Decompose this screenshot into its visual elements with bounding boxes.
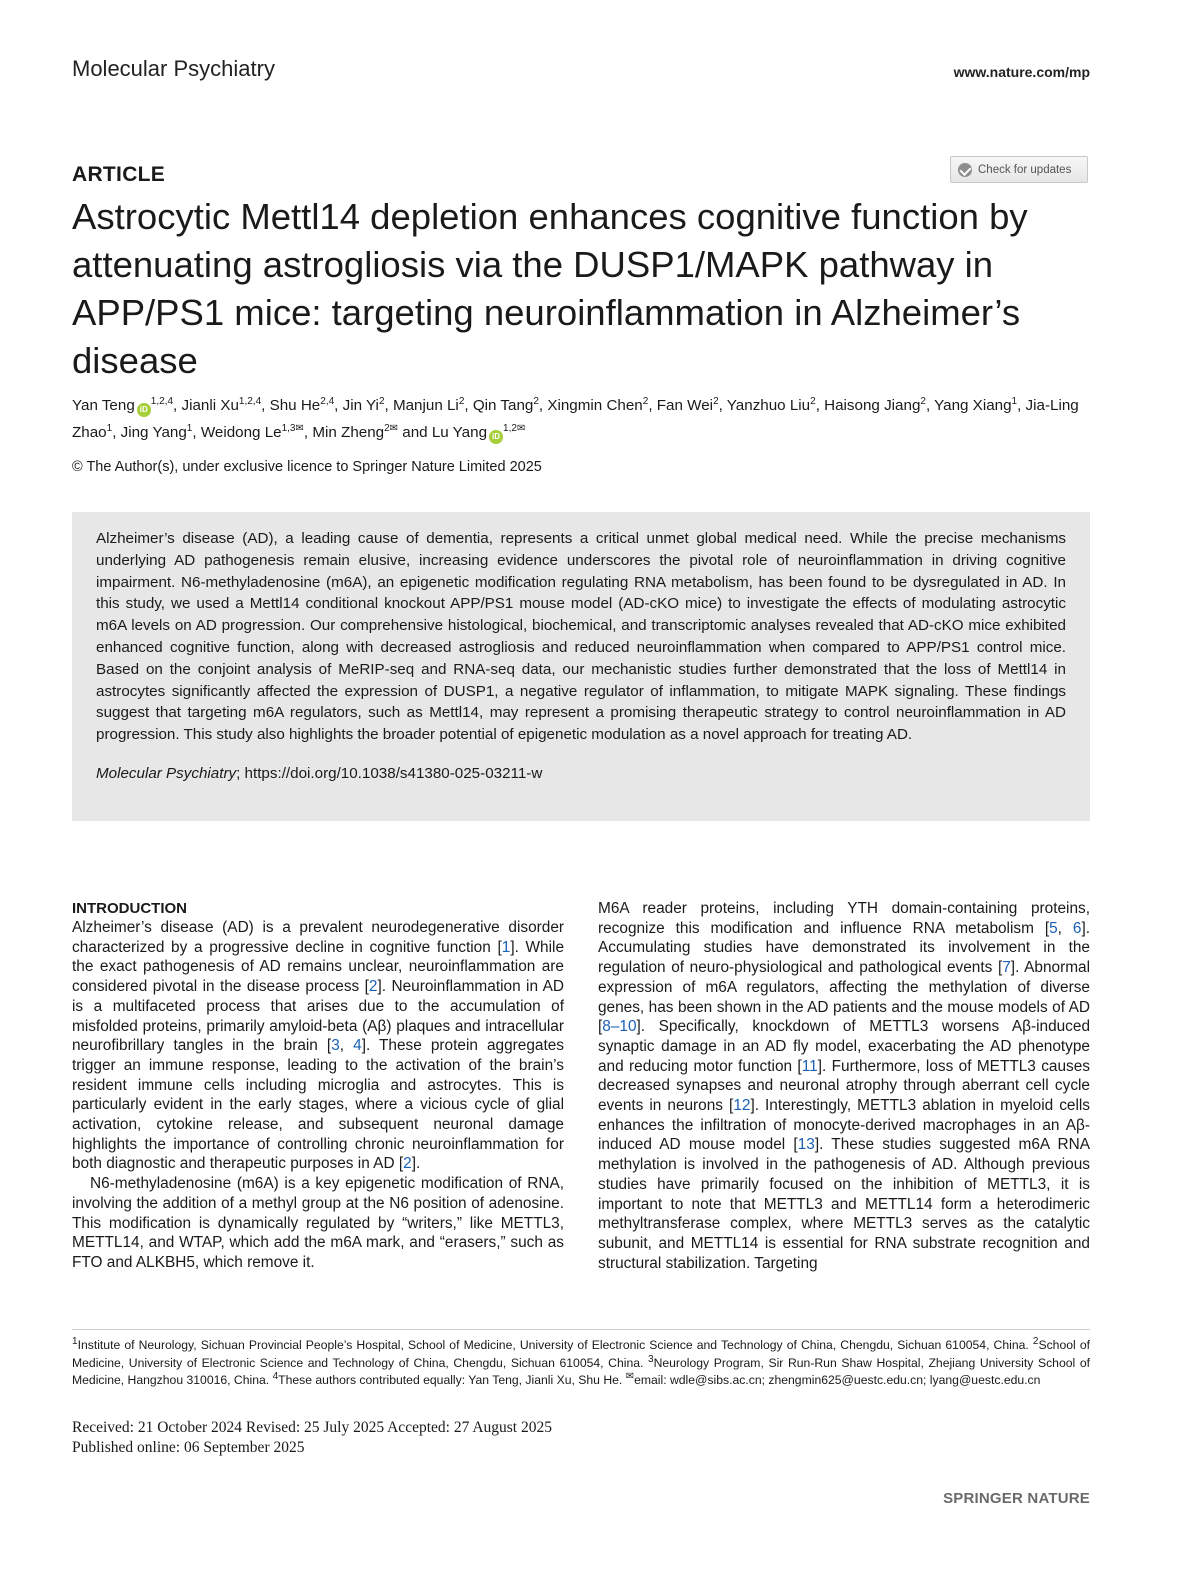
copyright-notice: © The Author(s), under exclusive licence to Springer Nature Limited 2025	[72, 459, 542, 475]
check-circle-icon	[958, 163, 972, 177]
author-name[interactable]: Fan Wei	[656, 397, 714, 414]
abstract-text: Alzheimer’s disease (AD), a leading cause of dementia, represents a critical unmet global medical need. While the precise mechanisms underlying AD pathogenesis remain elusive, increasing evidence underscores the pivotal role of neuroinflammation in driving cognitive impairment. N6-methyladenosine (m6A), an epigenetic modification regulating RNA metabolism, has been found to be dysregulated in AD. In this study, we used a Mettl14 conditional knockout APP/PS1 mouse model (AD-cKO mice) to investigate the effects of modulating astrocytic m6A levels on AD progression. Our comprehensive histological, biochemical, and transcriptomic analyses revealed that AD-cKO mice exhibited enhanced cognitive function, along with decreased astrogliosis and reduced neuroinflammation when compared to APP/PS1 control mice. Based on the conjoint analysis of MeRIP-seq and RNA-seq data, our mechanistic studies further demonstrated that the loss of Mettl14 in astrocytes significantly affected the expression of DUSP1, a negative regulator of inflammation, to mitigate MAPK signaling. These findings suggest that targeting m6A regulators, such as Mettl14, may represent a promising therapeutic strategy to control neuroinflammation in AD progression. This study also highlights the broader potential of epigenetic modulation as a novel approach for treating AD.	[96, 530, 1066, 744]
author-name[interactable]: Weidong Le	[200, 424, 282, 442]
reference-link[interactable]: 13	[797, 1136, 815, 1154]
citation-doi[interactable]: ; https://doi.org/10.1038/s41380-025-03211-w	[236, 764, 543, 782]
affiliation-sup: 4	[272, 1370, 279, 1382]
affiliation-sup: 2	[1032, 1335, 1039, 1347]
author-affiliation-sup: 2	[920, 395, 926, 407]
author-name[interactable]: Qin Tang	[472, 397, 534, 414]
author-affiliation-sup: 1	[186, 423, 193, 434]
author-name[interactable]: Xingmin Chen	[547, 397, 643, 414]
author[interactable]	[473, 397, 539, 414]
mail-icon[interactable]: ✉	[389, 423, 399, 434]
check-for-updates-label: Check for updates	[978, 163, 1072, 176]
article-type-label: ARTICLE	[72, 163, 166, 186]
author-name[interactable]: Jia-Ling Zhao	[72, 397, 1079, 442]
orcid-icon[interactable]: iD	[137, 403, 151, 417]
author-name[interactable]: Jin Yi	[342, 397, 379, 414]
reference-link[interactable]: 4	[353, 1037, 362, 1055]
intro-paragraph-3: M6A reader proteins, including YTH domain-containing proteins, recognize this modification and influence RNA metabolism [5, 6]. Accumulating studies have demonstrated its involvement in the regulation of neuro-physiological and pathological events [7]. Abnormal expression of m6A regulators, affecting the methylation of diverse genes, has been shown in the AD patients and the mouse models of AD [8–10]. Specifically, knockdown of METTL3 worsens Aβ-induced synaptic damage in an AD fly model, exacerbating the AD phenotype and reducing motor function [11]. Furthermore, loss of METTL3 causes decreased synapses and neuronal atrophy through aberrant cell cycle events in neurons [12]. Interestingly, METTL3 ablation in myeloid cells enhances the infiltration of monocyte-derived macrophages in an Aβ-induced AD mouse model [13]. These studies suggested m6A RNA methylation is involved in the pathogenesis of AD. Although previous studies have primarily focused on the inhibition of METTL3, it is important to note that METTL3 and METTL14 form a heterodimeric methyltransferase complex, where METTL3 serves as the catalytic subunit, and METTL14 is essential for RNA substrate recognition and structural stabilization. Targeting	[598, 900, 1091, 1272]
author-name[interactable]: Jianli Xu	[181, 397, 239, 414]
citation-journal: Molecular Psychiatry	[96, 764, 237, 782]
author[interactable]	[824, 397, 926, 414]
author-affiliation-sup: 1	[106, 423, 113, 434]
author[interactable]	[727, 397, 816, 414]
author-affiliation-sup: 1,2	[503, 423, 517, 434]
author[interactable]	[934, 397, 1017, 414]
reference-link[interactable]: 7	[1002, 959, 1011, 977]
publisher-logo: SPRINGER NATURE	[943, 1490, 1090, 1507]
reference-link[interactable]: 2	[403, 1155, 412, 1173]
reference-link[interactable]: 5	[1049, 919, 1058, 937]
author-name[interactable]: Manjun Li	[392, 397, 459, 414]
author-list: Yan Teng iD$^{1,2,4}$, Jianli Xu$^{1,2,4}$, Shu He$^{2,4}$, Jin Yi$^2$, Manjun Li$^2$, Qin Tang$^2$, Xingmin Chen$^2$, Fan Wei$^2$, Yanzhuo Liu$^2$, Haisong Jiang$^2$, Yang Xiang$^1$, Jia-Ling Zhao$^1$, Jing Yang$^1$, Weidong $Le^{1,3✉}$, Min Zheng$^{2✉}$ and Lu Yang $iD^{1,2✉}$	[72, 394, 1102, 444]
affiliations	[72, 1337, 1090, 1390]
author[interactable]	[270, 397, 335, 414]
author-affiliation-sup: 1,2,4	[150, 395, 174, 407]
reference-link[interactable]: 3	[331, 1037, 340, 1055]
check-for-updates-button[interactable]	[950, 156, 1088, 183]
author-name[interactable]: Jing Yang	[120, 424, 187, 442]
author-name[interactable]: Yang Xiang	[934, 397, 1012, 414]
article-title: Astrocytic Mettl14 depletion enhances cognitive function by attenuating astrogliosis via the DUSP1/MAPK pathway in APP/PS1 mice: targeting neuroinflammation in Alzheimer’s disease	[72, 196, 1028, 381]
publication-dates	[72, 1418, 552, 1457]
mail-icon[interactable]: ✉	[295, 423, 304, 434]
author-affiliation-sup: 2,4	[320, 395, 335, 407]
affiliation-text: Institute of Neurology, Sichuan Provincial People’s Hospital, School of Medicine, University of Electronic Science and Technology of China, Chengdu, Sichuan 610054, China.	[77, 1338, 1033, 1352]
author-affiliation-sup: 2	[642, 395, 649, 407]
author-affiliation-sup: 1,2,4	[238, 395, 262, 407]
orcid-icon[interactable]: iD	[489, 430, 503, 444]
author[interactable]	[72, 397, 173, 414]
reference-link[interactable]: 12	[733, 1097, 751, 1115]
author[interactable]	[181, 397, 261, 414]
author[interactable]	[343, 397, 385, 414]
author-affiliation-sup: 2	[378, 395, 385, 407]
mail-icon[interactable]: ✉	[516, 423, 526, 434]
author-name[interactable]: Lu Yang	[431, 424, 488, 442]
dates-published-online: Published online: 06 September 2025	[72, 1438, 305, 1456]
author-name[interactable]: Yanzhuo Liu	[726, 397, 811, 414]
reference-link[interactable]: 11	[801, 1057, 818, 1075]
affiliation-text: These authors contributed equally: Yan Teng, Jianli Xu, Shu He.	[278, 1373, 626, 1387]
author-affiliation-sup: 2	[458, 395, 465, 407]
citation-line	[96, 765, 1066, 782]
author-affiliation-sup: 2	[713, 395, 719, 407]
left-column	[72, 899, 564, 1273]
author-name[interactable]: Min Zheng	[312, 424, 385, 442]
author-affiliation-sup: 1	[1011, 395, 1018, 407]
journal-site-link[interactable]: www.nature.com/mp	[953, 64, 1090, 80]
affiliation-sup: 3	[648, 1353, 654, 1365]
affiliation-sup: 1	[72, 1335, 78, 1347]
author[interactable]	[547, 397, 648, 414]
abstract-box	[72, 512, 1090, 821]
author-affiliation-sup: 1,3	[281, 423, 296, 434]
affiliation-text: School of Medicine, University of Electronic Science and Technology of China, Chengdu, Sichuan 610054, China.	[72, 1338, 1090, 1370]
reference-link[interactable]: 1	[501, 938, 511, 956]
author[interactable]	[201, 424, 304, 441]
author-affiliation-sup: 2	[810, 395, 816, 407]
author[interactable]	[121, 424, 193, 441]
author-affiliation-sup: 2	[533, 395, 539, 407]
right-column	[598, 899, 1090, 1273]
author-name[interactable]: Haisong Jiang	[824, 397, 921, 414]
author-affiliation-sup: 2	[384, 423, 390, 434]
author[interactable]	[393, 397, 464, 414]
affiliation-text: Neurology Program, Sir Run-Run Shaw Hospital, Zhejiang University School of Medicine, Hangzhou 310016, China.	[72, 1355, 1090, 1387]
author[interactable]	[432, 424, 525, 441]
section-heading-introduction: INTRODUCTION	[72, 900, 187, 917]
intro-paragraph-2: N6-methyladenosine (m6A) is a key epigenetic modification of RNA, involving the addition of a methyl group at the N6 position of adenosine. This modification is dynamically regulated by “writers,” like METTL3, METTL14, and WTAP, which add the m6A mark, and “erasers,” such as FTO and ALKBH5, which remove it.	[72, 1175, 564, 1271]
affiliation-sup: ✉	[625, 1370, 635, 1382]
intro-paragraph-1: Alzheimer’s disease (AD) is a prevalent neurodegenerative disorder characterized by a progressive decline in cognitive function [1]. While the exact pathogenesis of AD remains unclear, neuroinflammation are considered pivotal in the disease process [2]. Neuroinflammation in AD is a multifaceted process that arises due to the accumulation of misfolded proteins, primarily amyloid-beta (Aβ) plaques and intracellular neurofibrillary tangles in the brain [3, 4]. These protein aggregates trigger an immune response, leading to the activation of the brain’s resident immune cells including microglia and astrocytes. This is particularly evident in the early stages, where a vicious cycle of glial activation, cytokine release, and subsequent neuronal damage highlights the importance of controlling chronic neuroinflammation for both diagnostic and therapeutic purposes in AD [2].	[72, 919, 565, 1173]
author[interactable]	[312, 424, 398, 441]
reference-link[interactable]: 2	[368, 978, 378, 996]
reference-link[interactable]: 6	[1072, 919, 1082, 937]
author-name[interactable]: Yan Teng	[72, 397, 135, 414]
journal-name: Molecular Psychiatry	[72, 56, 275, 81]
reference-link[interactable]: 8–10	[602, 1018, 637, 1036]
author-name[interactable]: Shu He	[269, 397, 321, 414]
dates-received-revised-accepted: Received: 21 October 2024 Revised: 25 July 2025 Accepted: 27 August 2025	[72, 1419, 552, 1436]
affiliation-text: email: wdle@sibs.ac.cn; zhengmin625@uestc.edu.cn; lyang@uestc.edu.cn	[634, 1373, 1041, 1387]
affiliation-divider	[72, 1329, 1090, 1330]
author[interactable]	[657, 397, 719, 414]
